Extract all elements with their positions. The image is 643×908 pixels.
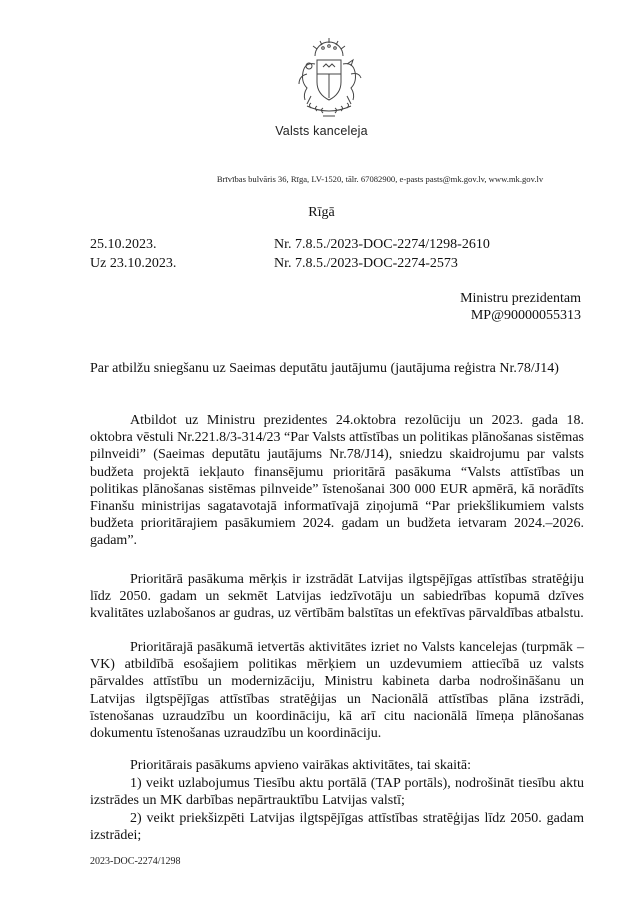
recipient-block <box>460 290 581 324</box>
city: Rīgā <box>308 205 335 220</box>
paragraph-3: Prioritārajā pasākumā ietvertās aktivitātes izriet no Valsts kancelejas (turpmāk – VK) atbildībā esošajiem politikas mērķiem un uzdevumiem attiecībā uz valsts pārvaldes attīstību un modernizāciju, Ministru kabineta darba nodrošināšanu un Latvijas ilgtspējīgas attīstības stratēģijas un Nacionālā attīstības plāna izstrādi, īstenošanas uzraudzību un koordināciju, kā arī citu nacionālā līmeņa plānošanas dokumentu īstenošanas uzraudzību un koordināciju. <box>90 640 584 742</box>
paragraph-2: Prioritārā pasākuma mērķis ir izstrādāt Latvijas ilgtspējīgas attīstības stratēģiju līdz 2050. gadam un sekmēt Latvijas iedzīvotāju un sabiedrības kopumā dzīves kvalitātes uzlabošanos ar gudras, uz vērtībām balstītas un efektīvas pārvaldības atbalstu. <box>90 572 584 622</box>
subject-line: Par atbilžu sniegšanu uz Saeimas deputātu jautājumu (jautājuma reģistra Nr.78/J14) <box>90 361 559 376</box>
recipient-title: Ministru prezidentam <box>460 291 581 306</box>
paragraph-4: Prioritārais pasākums apvieno vairākas aktivitātes, tai skaitā: <box>130 758 471 773</box>
document-footer-id: 2023-DOC-2274/1298 <box>90 856 181 867</box>
recipient-address: MP@90000055313 <box>470 308 581 323</box>
organization-name: Valsts kanceleja <box>275 124 368 138</box>
letter-date: 25.10.2023. <box>90 237 157 252</box>
list-item: 2) veikt priekšizpēti Latvijas ilgtspējīgas attīstības stratēģijas līdz 2050. gadam izstrādei; <box>90 811 584 844</box>
list-item: 1) veikt uzlabojumus Tiesību aktu portālā (TAP portāls), nodrošināt tiesību aktu izstrādes un MK darbības nepārtrauktību Latvijas valstī; <box>90 776 584 809</box>
coat-of-arms-icon <box>293 34 365 120</box>
paragraph-1: Atbildot uz Ministru prezidentes 24.oktobra rezolūciju un 2023. gada 18. oktobra vēstuli Nr.221.8/3-314/23 “Par Valsts attīstības un politikas plānošanas sistēmas pilnveidi” (Saeimas deputātu jautājums Nr.78/J14), sniedzu skaidrojumu par valsts budžeta projektā iekļauto finansējumu prioritārā pasākuma “Valsts attīstības un politikas plānošanas sistēmas pilnveide” īstenošanai 300 000 EUR apmērā, kā norādīts Finanšu ministrijas sagatavotajā informatīvajā ziņojumā “Par priekšlikumiem valsts budžeta prioritārajiem pasākumiem 2024. gadam un budžeta ietvaram 2024.–2026. gadam”. <box>90 413 584 549</box>
letter-number: Nr. 7.8.5./2023-DOC-2274/1298-2610 <box>274 237 490 252</box>
reply-to-date: Uz 23.10.2023. <box>90 256 177 271</box>
reply-to-number: Nr. 7.8.5./2023-DOC-2274-2573 <box>274 256 458 271</box>
address-line: Brīvības bulvāris 36, Rīga, LV-1520, tālr. 67082900, e-pasts pasts@mk.gov.lv, www.mk.gov.lv <box>216 174 544 184</box>
